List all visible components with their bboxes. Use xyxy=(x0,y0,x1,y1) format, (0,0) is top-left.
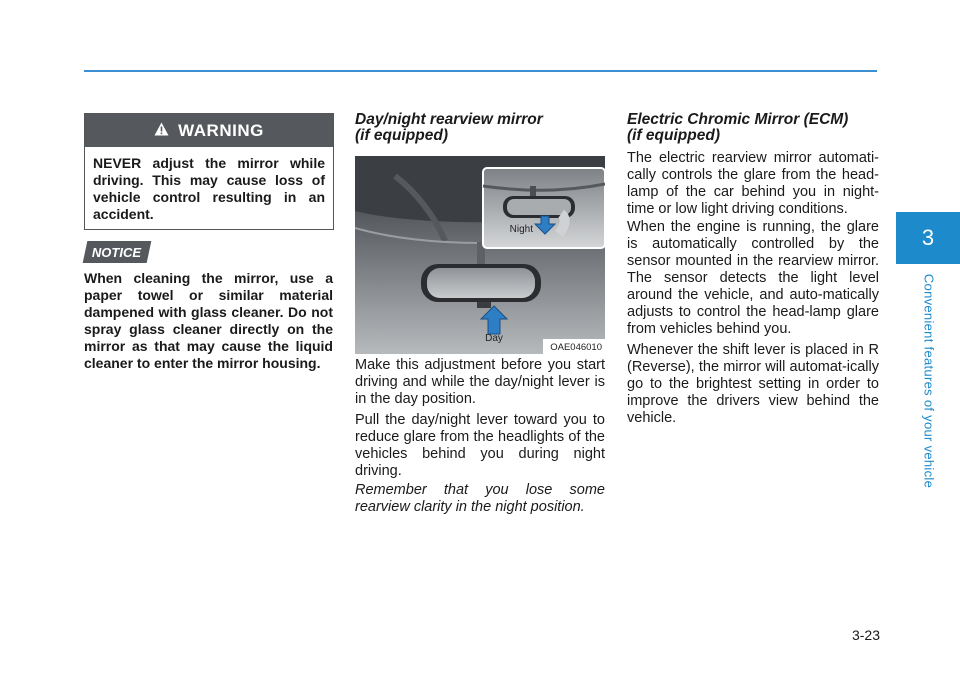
figure-code: OAE046010 xyxy=(550,342,602,353)
header-rule xyxy=(84,70,877,72)
warning-triangle-icon xyxy=(154,122,169,139)
chapter-number: 3 xyxy=(921,225,935,250)
day-night-heading-line1: Day/night rearview mirror xyxy=(355,111,543,128)
night-label: Night xyxy=(509,224,533,235)
ecm-para-1: The electric rearview mirror automati-cally controls the glare from the head-lamp of the car behind you in night-time or low light driving conditions. xyxy=(627,150,879,217)
notice-text: When cleaning the mirror, use a paper towel or similar material dampened with glass cleaner. Do not spray glass cleaner directly on the mirror as that may cause the liquid cleaner to enter the mirror housing. xyxy=(84,270,333,371)
ecm-heading-line1: Electric Chromic Mirror (ECM) xyxy=(627,111,849,128)
rearview-mirror-figure xyxy=(355,156,605,354)
day-night-para-1: Make this adjustment before you start driving and while the day/night lever is in the day position. xyxy=(355,357,605,407)
day-night-heading xyxy=(355,112,605,144)
ecm-para-2: When the engine is running, the glare is automatically controlled by the sensor mounted in the rearview mirror. The sensor detects the light level around the vehicle, and auto-matically adjusts to control the head-lamp glare from vehicles behind you. xyxy=(627,219,879,337)
chapter-title-sidebar xyxy=(918,268,940,493)
chapter-title: Convenient features of your vehicle xyxy=(921,273,937,488)
notice-label: NOTICE xyxy=(92,244,142,260)
day-night-para-2: Pull the day/night lever toward you to reduce glare from the headlights of the vehicles behind you during night driving. xyxy=(355,412,605,479)
day-label: Day xyxy=(485,333,503,344)
warning-box xyxy=(84,113,334,230)
warning-header xyxy=(85,114,333,147)
notice-badge xyxy=(83,241,152,263)
warning-title: WARNING xyxy=(178,120,264,140)
page-number: 3-23 xyxy=(851,627,880,643)
ecm-para-3: Whenever the shift lever is placed in R (Reverse), the mirror will automat-ically go to the brightest setting in order to improve the drivers view behind the vehicle. xyxy=(627,342,879,426)
ecm-heading-line2: (if equipped) xyxy=(627,127,720,144)
warning-text: NEVER adjust the mirror while driving. This may cause loss of vehicle control resulting in an accident. xyxy=(93,155,325,222)
ecm-heading xyxy=(627,112,879,144)
day-night-note: Remember that you lose some rearview clarity in the night position. xyxy=(355,482,605,515)
day-night-heading-line2: (if equipped) xyxy=(355,127,448,144)
chapter-number-tab xyxy=(896,212,960,264)
